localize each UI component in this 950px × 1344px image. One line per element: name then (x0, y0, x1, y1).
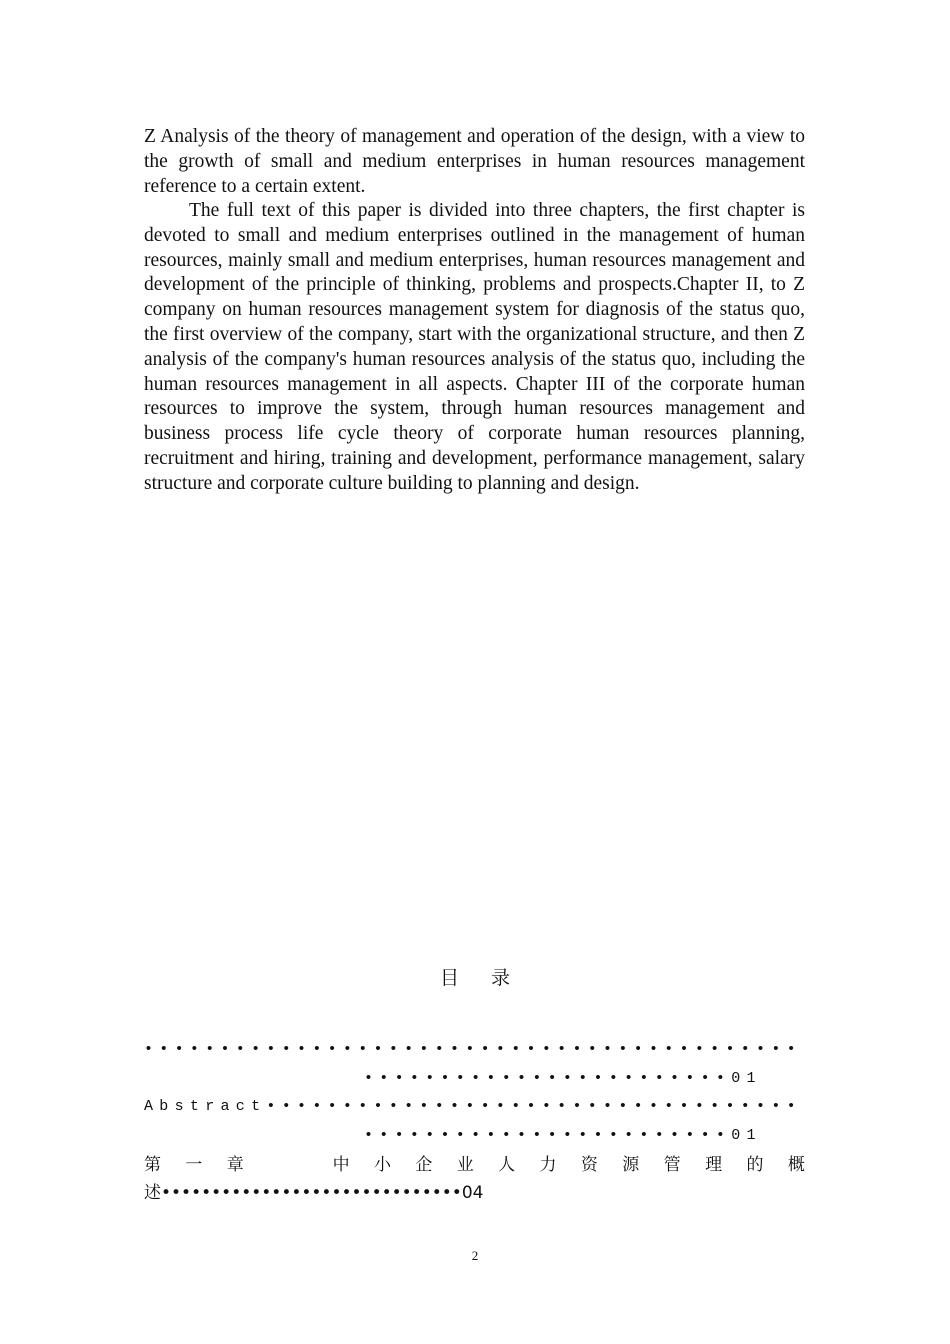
toc-title: 目 录 (439, 967, 524, 989)
toc-entry-chapter-1[interactable] (144, 1154, 805, 1176)
toc-char: 业 (456, 1155, 474, 1175)
toc-char: 力 (539, 1155, 557, 1175)
toc-char: 中 (332, 1155, 350, 1175)
toc-entry-chapter-1-page[interactable]: 述••••••••••••••••••••••••••••••04 (144, 1183, 484, 1203)
page-number: 2 (471, 1248, 479, 1263)
toc-char: 一 (185, 1155, 203, 1175)
toc-char: 企 (415, 1155, 433, 1175)
abstract-paragraph-1: Z Analysis of the theory of management and operation of the design, with a view to the growth of small and medium enterprises in human resources management reference to a certain extent. (144, 126, 805, 197)
toc-char: 概 (787, 1155, 805, 1175)
toc-entry-abstract-page[interactable]: ••••••••••••••••••••••••01 (364, 1127, 762, 1144)
toc-char: 理 (705, 1155, 723, 1175)
toc-entry-1-page[interactable]: ••••••••••••••••••••••••01 (364, 1070, 762, 1087)
toc-char: 人 (498, 1155, 516, 1175)
toc-char: 的 (746, 1155, 764, 1175)
toc-entry-1-leader[interactable]: ••••••••••••••••••••••••••••••••••••••••••• (144, 1041, 802, 1058)
toc-char-gap (268, 1154, 308, 1176)
toc-entry-abstract[interactable]: Abstract••••••••••••••••••••••••••••••••••• (144, 1098, 802, 1115)
toc-char: 源 (622, 1155, 640, 1175)
toc-char: 管 (663, 1155, 681, 1175)
toc-char: 章 (226, 1155, 244, 1175)
toc-char: 第 (144, 1155, 161, 1175)
toc-char: 小 (373, 1155, 391, 1175)
abstract-paragraph-2: The full text of this paper is divided into three chapters, the first chapter is devoted to small and medium enterprises outlined in the management of human resources, mainly small and medium enterprises, human resources management and development of the principle of thinking, problems and prospects.Chapter II, to Z company on human resources management system for diagnosis of the status quo, the first overview of the company, start with the organizational structure, and then Z analysis of the company's human resources analysis of the status quo, including the human resources management in all aspects. Chapter III of the corporate human resources to improve the system, through human resources management and business process life cycle theory of corporate human resources planning, recruitment and hiring, training and development, performance management, salary structure and corporate culture building to planning and design. (144, 200, 805, 494)
toc-char: 资 (580, 1155, 598, 1175)
